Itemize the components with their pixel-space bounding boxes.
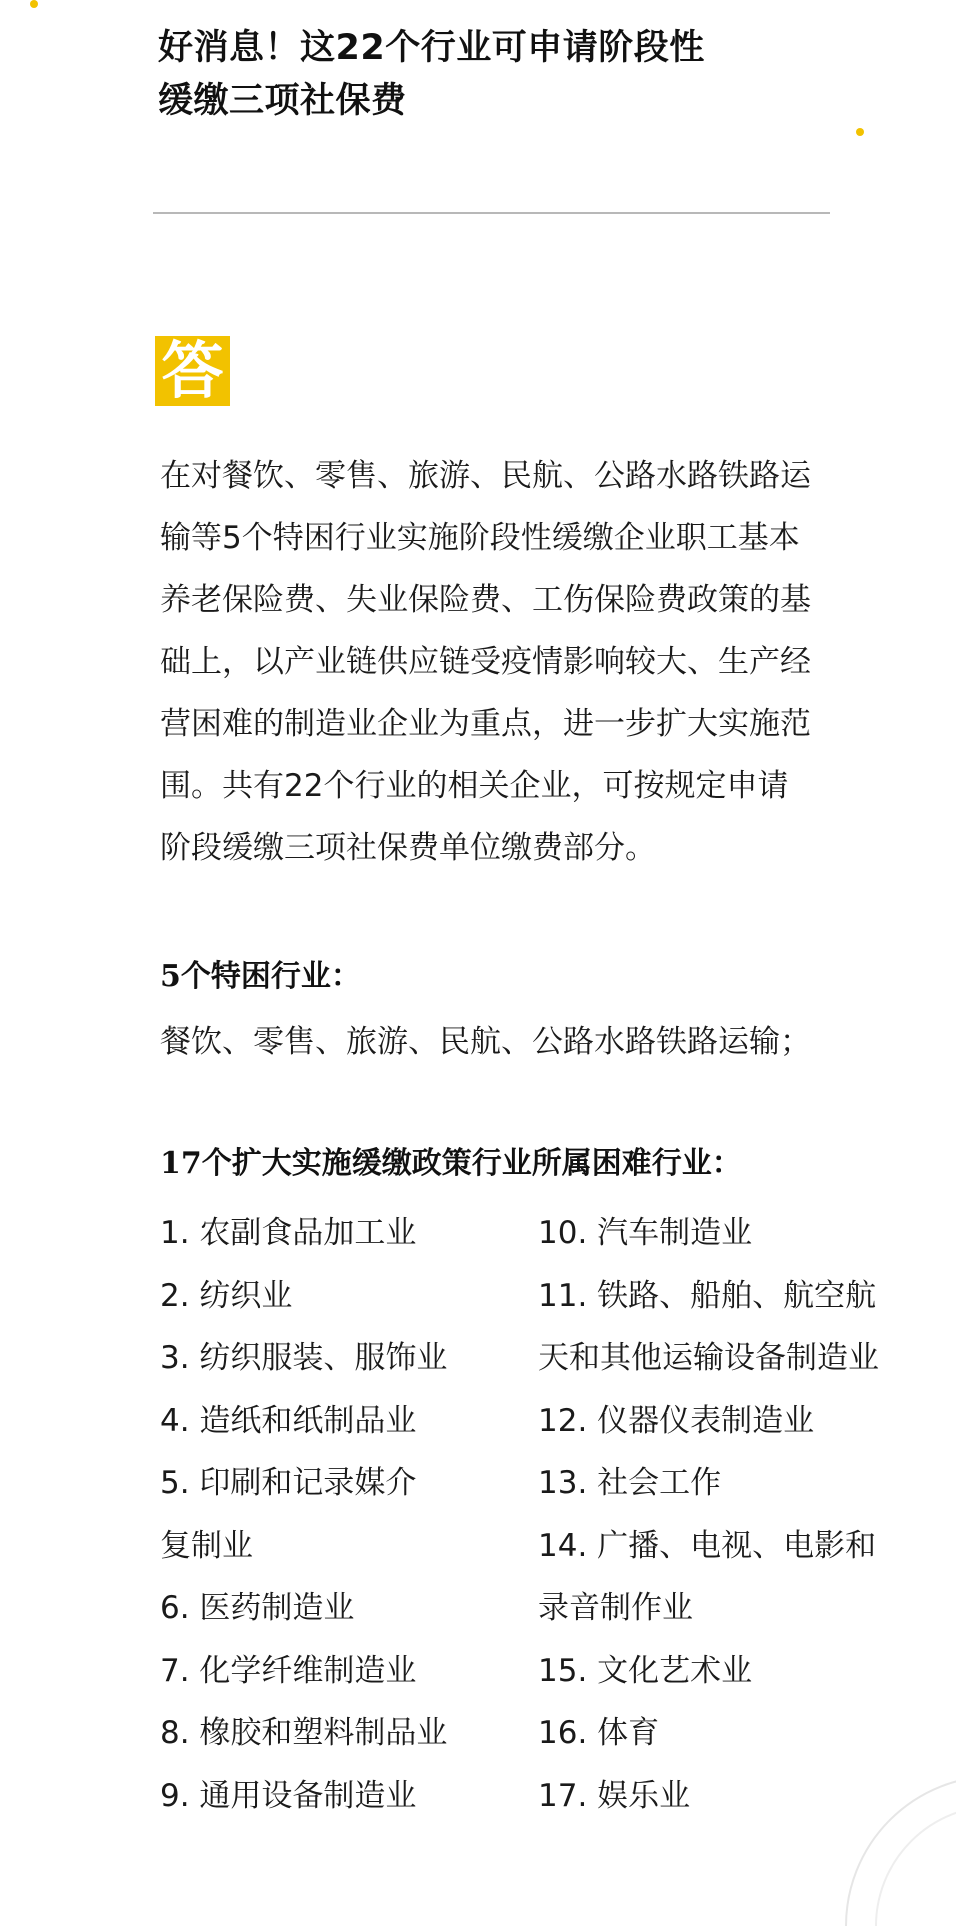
list-item: 16. 体育: [538, 1715, 660, 1751]
five-industries-list: 餐饮、零售、旅游、民航、公路水路铁路运输；: [160, 1024, 811, 1060]
five-industries-heading: 5个特困行业：: [160, 959, 361, 994]
list-item-continuation: 复制业: [160, 1527, 253, 1564]
list-item: 9. 通用设备制造业: [160, 1777, 417, 1814]
seventeen-industries-heading: 17个扩大实施缓缴政策行业所属困难行业：: [160, 1146, 742, 1181]
list-item: 13. 社会工作: [538, 1465, 722, 1501]
list-item: 2. 纺织业: [160, 1277, 293, 1314]
paragraph-line: 养老保险费、失业保险费、工伤保险费政策的基: [160, 582, 811, 618]
paragraph-line: 础上，以产业链供应链受疫情影响较大、生产经: [160, 644, 811, 680]
list-item: 3. 纺织服装、服饰业: [160, 1340, 448, 1376]
paragraph-line: 围。共有22个行业的相关企业，可按规定申请: [160, 768, 789, 804]
decorative-arc: [796, 1726, 956, 1926]
industry-list-left: [160, 1202, 530, 1827]
list-item: 14. 广播、电视、电影和: [538, 1527, 877, 1564]
paragraph-line: 输等5个特困行业实施阶段性缓缴企业职工基本: [160, 520, 800, 556]
decorative-dot: [30, 0, 38, 8]
list-item: 6. 医药制造业: [160, 1590, 355, 1626]
list-item-continuation: 录音制作业: [538, 1590, 693, 1626]
list-item: 5. 印刷和记录媒介: [160, 1465, 417, 1501]
title-divider: [153, 212, 830, 214]
title-line: 好消息！这22个行业可申请阶段性: [158, 28, 705, 68]
list-item: 12. 仪器仪表制造业: [538, 1402, 815, 1439]
list-item-continuation: 天和其他运输设备制造业: [538, 1340, 879, 1376]
list-item: 11. 铁路、船舶、航空航: [538, 1277, 877, 1314]
answer-paragraph: [160, 445, 860, 879]
article-title: [158, 22, 858, 128]
answer-badge: 答: [155, 336, 230, 406]
paragraph-line: 阶段缓缴三项社保费单位缴费部分。: [160, 830, 656, 866]
list-item: 17. 娱乐业: [538, 1777, 691, 1814]
title-line: 缓缴三项社保费: [158, 81, 407, 121]
list-item: 10. 汽车制造业: [538, 1215, 753, 1251]
list-item: 7. 化学纤维制造业: [160, 1652, 417, 1689]
list-item: 4. 造纸和纸制品业: [160, 1402, 417, 1439]
list-item: 8. 橡胶和塑料制品业: [160, 1715, 448, 1751]
paragraph-line: 营困难的制造业企业为重点，进一步扩大实施范: [160, 706, 811, 742]
list-item: 1. 农副食品加工业: [160, 1215, 417, 1251]
list-item: 15. 文化艺术业: [538, 1652, 753, 1689]
decorative-dot: [856, 128, 864, 136]
paragraph-line: 在对餐饮、零售、旅游、民航、公路水路铁路运: [160, 458, 811, 494]
